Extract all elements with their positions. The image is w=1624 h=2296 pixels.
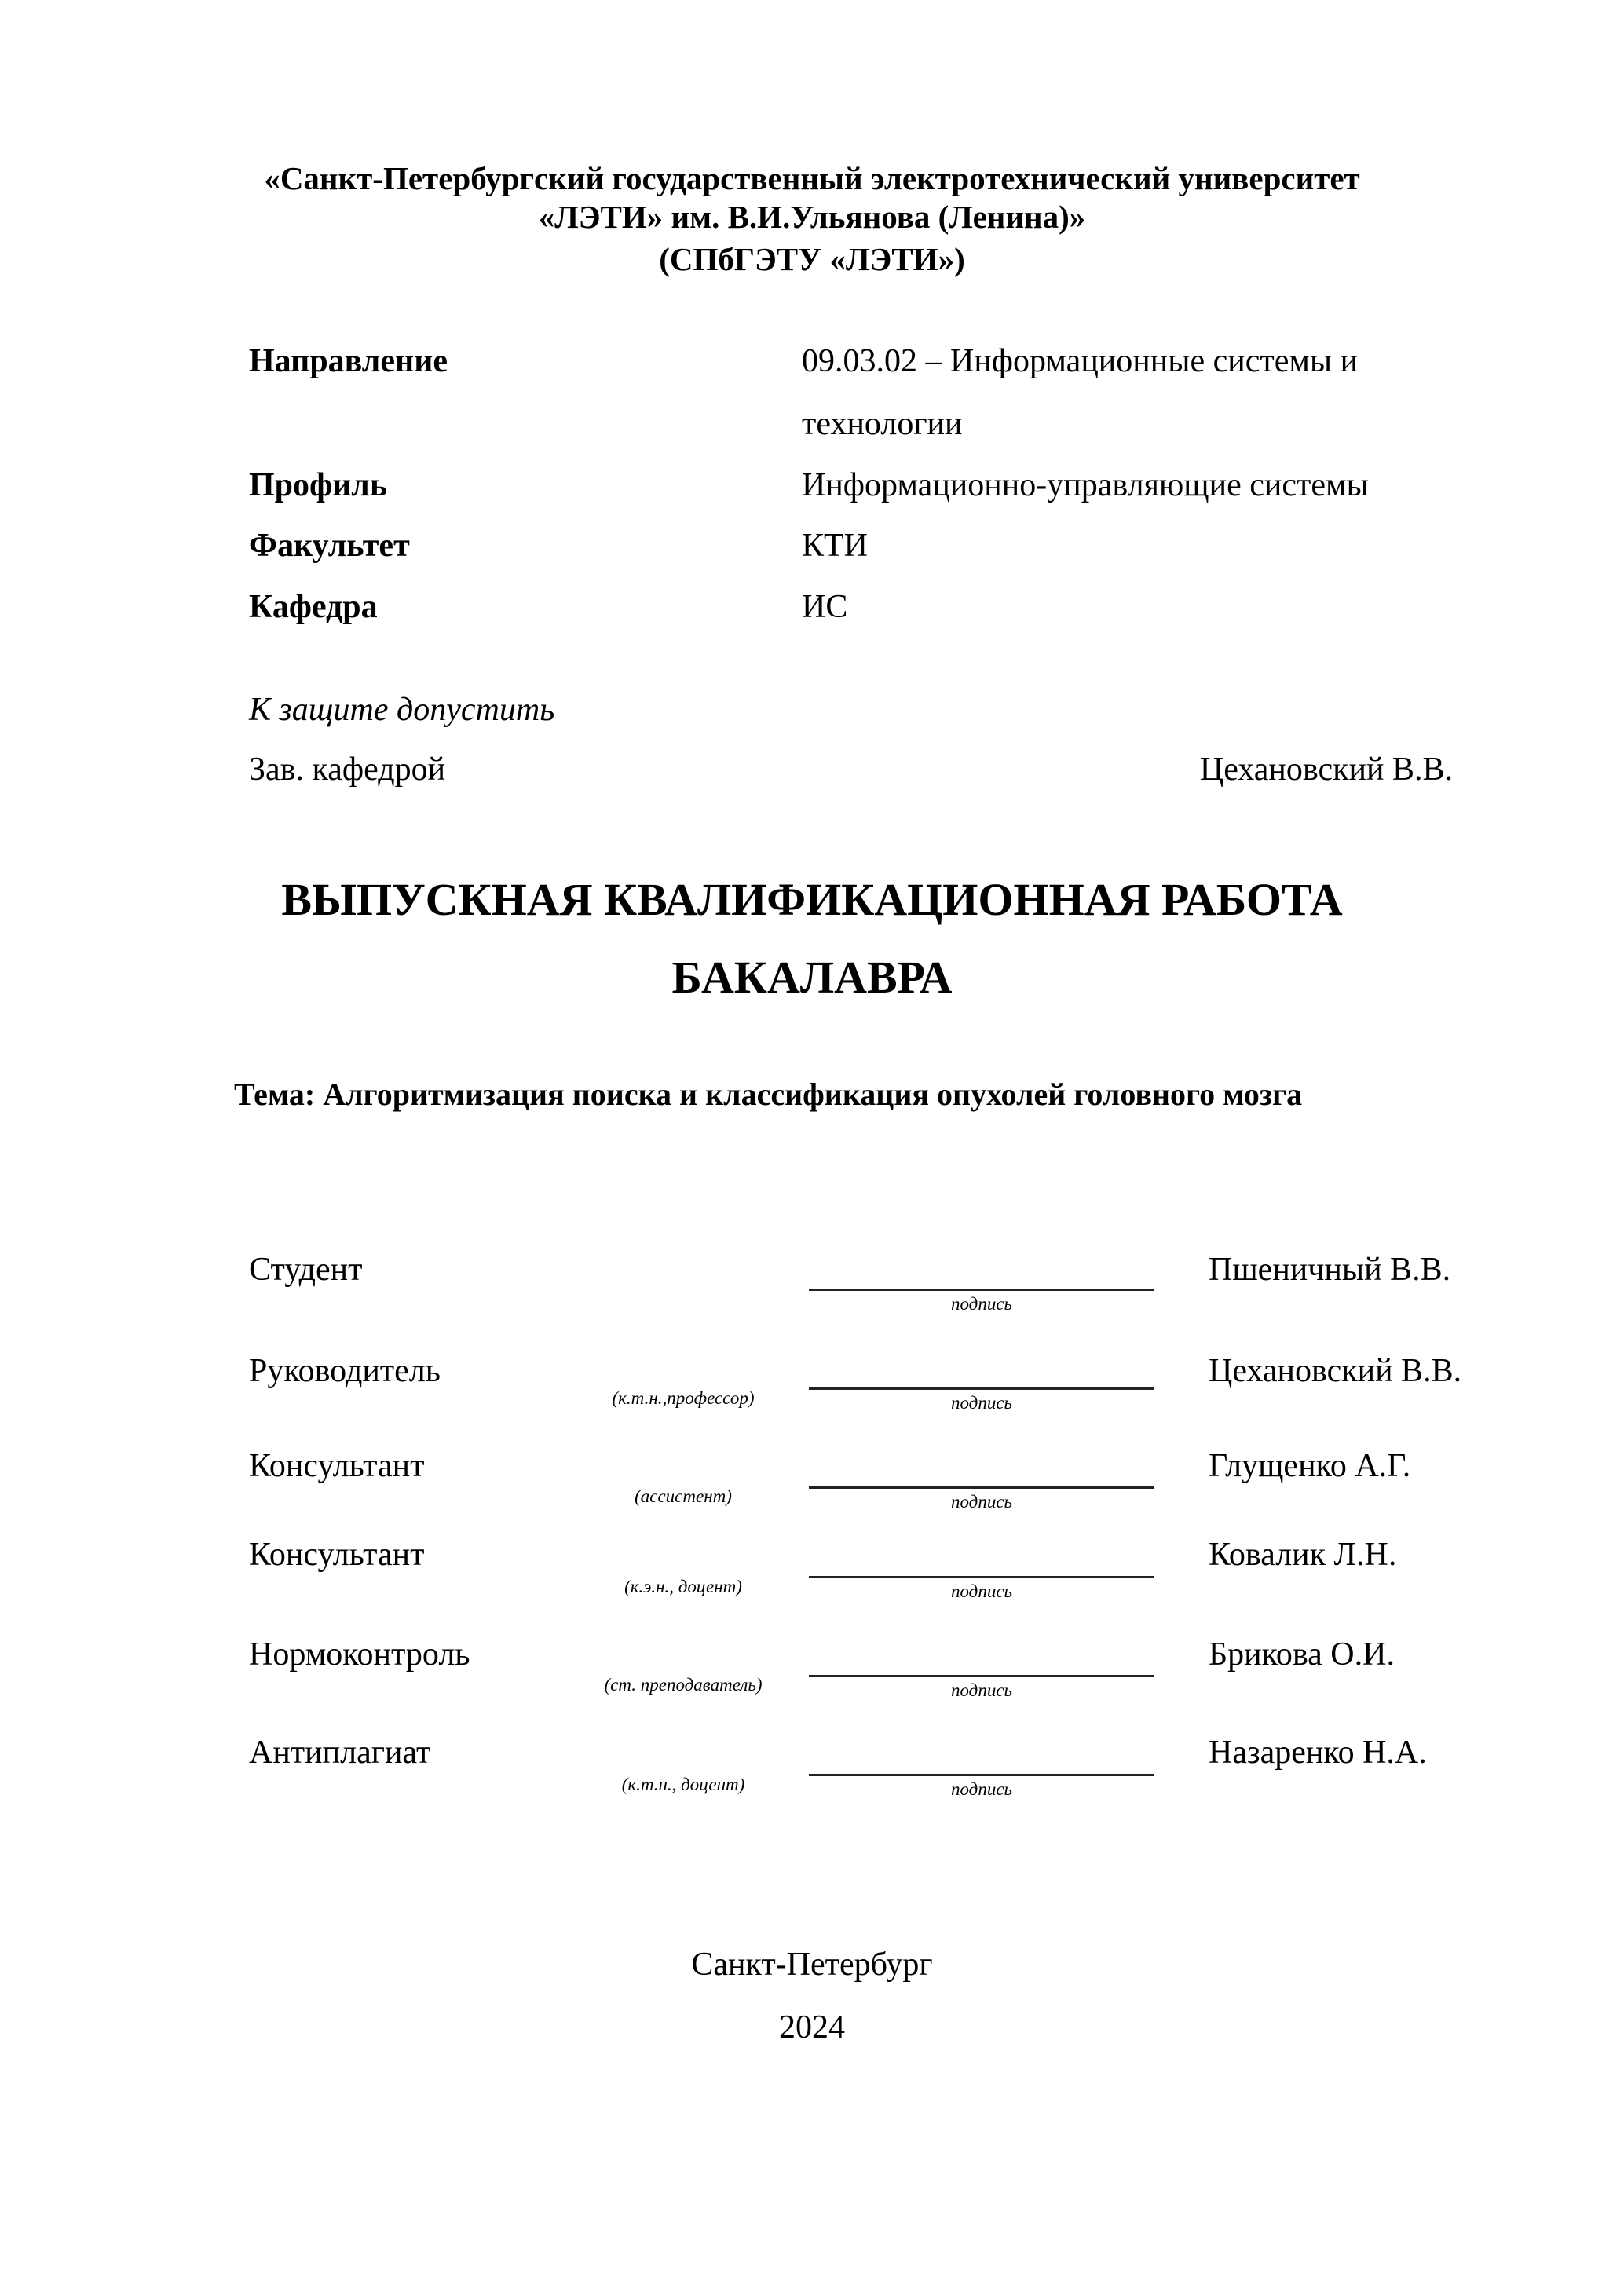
profile-label: Профиль	[249, 467, 388, 503]
signature-line	[809, 1576, 1154, 1578]
signature-caption: подпись	[950, 1393, 1012, 1413]
head-of-department-name: Цехановский В.В.	[1199, 751, 1453, 788]
department-label: Кафедра	[249, 589, 378, 625]
signature-role: Студент	[249, 1252, 363, 1288]
signature-role: Консультант	[249, 1537, 425, 1573]
signature-degree: (ассистент)	[635, 1486, 732, 1506]
faculty-value: КТИ	[802, 528, 868, 564]
signature-degree: (к.т.н., доцент)	[621, 1775, 745, 1794]
head-of-department-label: Зав. кафедрой	[249, 751, 446, 788]
signature-name: Глущенко А.Г.	[1209, 1448, 1411, 1484]
work-theme: Тема: Алгоритмизация поиска и классификация опухолей головного мозга	[234, 1077, 1303, 1112]
admit-to-defense-text: К защите допустить	[249, 692, 555, 728]
signature-role: Консультант	[249, 1448, 425, 1484]
signature-line	[809, 1774, 1154, 1776]
university-abbreviation: (СПбГЭТУ «ЛЭТИ»)	[659, 241, 965, 277]
footer-year: 2024	[779, 2009, 845, 2046]
signature-name: Цехановский В.В.	[1209, 1353, 1462, 1389]
signature-role: Антиплагиат	[249, 1735, 431, 1771]
signature-line	[809, 1675, 1154, 1677]
university-name-line2: «ЛЭТИ» им. В.И.Ульянова (Ленина)»	[538, 199, 1086, 235]
faculty-label: Факультет	[249, 528, 410, 564]
work-title-line1: ВЫПУСКНАЯ КВАЛИФИКАЦИОННАЯ РАБОТА	[281, 874, 1343, 925]
profile-value: Информационно-управляющие системы	[802, 467, 1369, 503]
signature-caption: подпись	[950, 1294, 1012, 1314]
signature-caption: подпись	[950, 1581, 1012, 1601]
signature-role: Нормоконтроль	[249, 1636, 470, 1673]
signature-caption: подпись	[950, 1680, 1012, 1700]
signature-role: Руководитель	[249, 1353, 441, 1389]
signature-degree: (к.т.н.,профессор)	[612, 1388, 755, 1408]
signature-line	[809, 1289, 1154, 1291]
signature-name: Назаренко Н.А.	[1209, 1735, 1427, 1771]
signature-caption: подпись	[950, 1779, 1012, 1799]
direction-value: 09.03.02 – Информационные системы и	[802, 343, 1359, 379]
signature-name: Ковалик Л.Н.	[1209, 1537, 1397, 1573]
work-title-line2: БАКАЛАВРА	[671, 952, 953, 1003]
signature-degree: (к.э.н., доцент)	[624, 1577, 742, 1596]
department-value: ИС	[802, 589, 848, 625]
signature-degree: (ст. преподаватель)	[604, 1675, 763, 1695]
university-name-line1: «Санкт-Петербургский государственный электротехнический университет	[264, 160, 1360, 196]
signature-line	[809, 1486, 1154, 1489]
direction-value-continued: технологии	[802, 406, 963, 442]
signature-caption: подпись	[950, 1492, 1012, 1512]
signature-name: Брикова О.И.	[1209, 1636, 1395, 1673]
signature-name: Пшеничный В.В.	[1209, 1252, 1451, 1288]
signature-line	[809, 1387, 1154, 1390]
direction-label: Направление	[249, 343, 448, 379]
footer-city: Санкт-Петербург	[691, 1947, 933, 1983]
